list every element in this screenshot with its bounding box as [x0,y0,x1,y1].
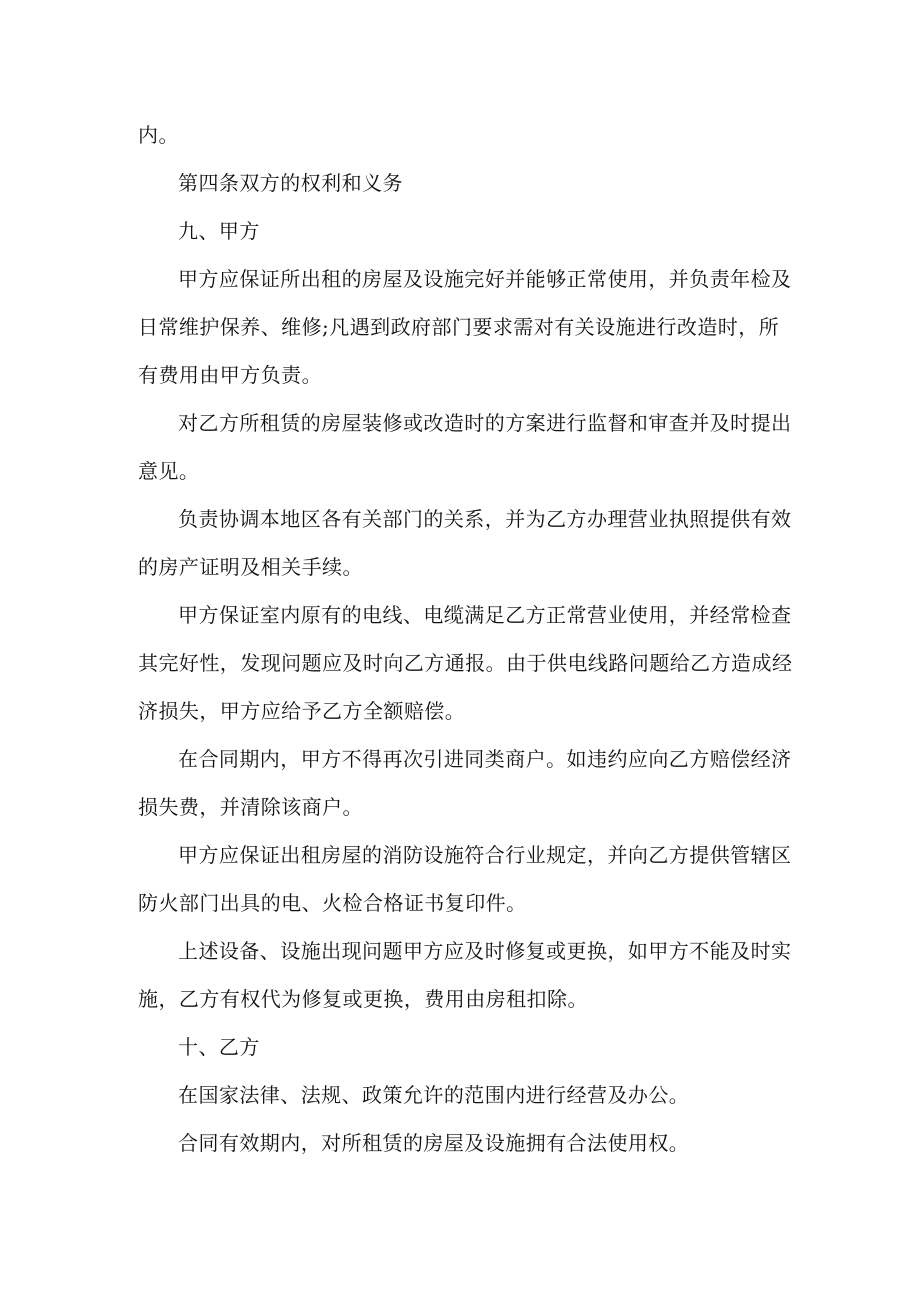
paragraph: 上述设备、设施出现问题甲方应及时修复或更换，如甲方不能及时实施，乙方有权代为修复或更换，费用由房租扣除。 [138,939,792,1011]
paragraph: 合同有效期内，对所租赁的房屋及设施拥有合法使用权。 [178,1131,690,1155]
section-heading-party-a: 九、甲方 [178,219,260,243]
article-heading: 第四条双方的权利和义务 [178,171,403,195]
paragraph-continuation: 内。 [138,123,179,147]
paragraph: 在合同期内，甲方不得再次引进同类商户。如违约应向乙方赔偿经济损失费，并清除该商户。 [138,747,792,819]
paragraph: 在国家法律、法规、政策允许的范围内进行经营及办公。 [178,1083,690,1107]
document-body [138,111,798,1167]
paragraph: 负责协调本地区各有关部门的关系，并为乙方办理营业执照提供有效的房产证明及相关手续。 [138,507,792,579]
paragraph: 甲方应保证所出租的房屋及设施完好并能够正常使用，并负责年检及日常维护保养、维修;凡遇到政府部门要求需对有关设施进行改造时，所有费用由甲方负责。 [138,267,792,387]
section-heading-party-b: 十、乙方 [178,1035,260,1059]
paragraph: 甲方保证室内原有的电线、电缆满足乙方正常营业使用，并经常检查其完好性，发现问题应及时向乙方通报。由于供电线路问题给乙方造成经济损失，甲方应给予乙方全额赔偿。 [138,603,793,723]
paragraph: 甲方应保证出租房屋的消防设施符合行业规定，并向乙方提供管辖区防火部门出具的电、火检合格证书复印件。 [138,843,792,915]
paragraph: 对乙方所租赁的房屋装修或改造时的方案进行监督和审查并及时提出意见。 [138,411,792,483]
